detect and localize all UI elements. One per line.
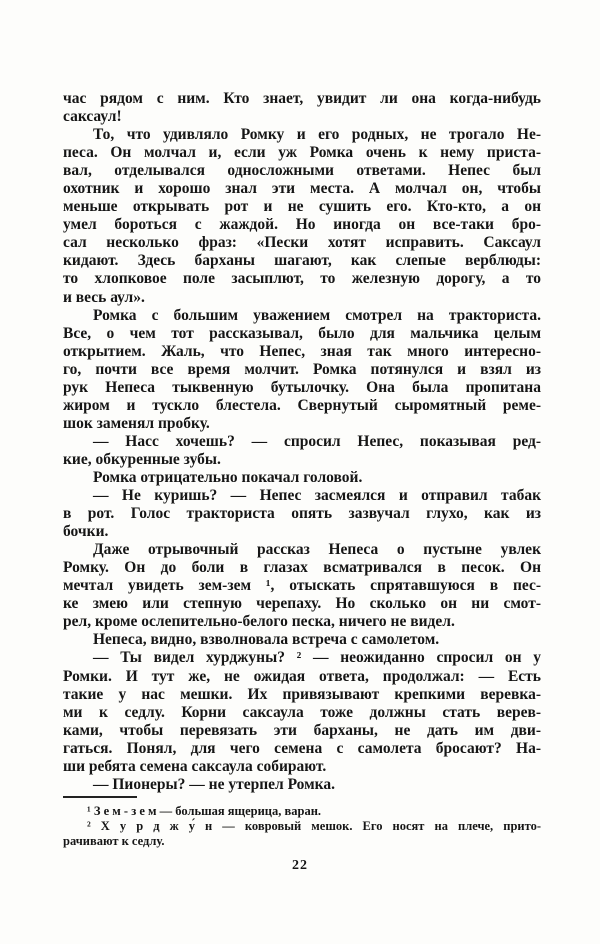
text-line: — Насс хочешь? — спросил Непес, показывая ред- <box>93 432 541 450</box>
footnote <box>63 804 541 819</box>
paragraph <box>63 649 541 775</box>
text-line: гаться. Понял, для чего семена с самолета бросают? На- <box>63 739 541 757</box>
text-line: — Пионеры? — не утерпел Ромка. <box>93 775 335 793</box>
text-line: ке змею или степную черепаху. Но сколько он ни смот- <box>63 595 541 613</box>
text-line: Ромка отрицательно покачал головой. <box>93 468 363 486</box>
paragraph <box>63 90 541 126</box>
text-line: рук Непеса тыквенную бутылочку. Она была пропитана <box>63 378 541 396</box>
page-number: 22 <box>292 858 308 873</box>
footnote-rule <box>63 796 137 798</box>
text-line: кие, обкуренные зубы. <box>63 450 221 468</box>
text-line: умел бороться с жаждой. Но иногда он все-таки бро- <box>63 216 541 234</box>
text-line: ками, чтобы перевязать эти барханы, не дать им дви- <box>63 721 541 739</box>
text-line: ¹ З е м - з е м — большая ящерица, варан. <box>87 804 322 818</box>
footnote-list <box>63 804 541 848</box>
text-line: Ромка с большим уважением смотрел на тракториста. <box>93 306 541 324</box>
text-line: шок заменял пробку. <box>63 414 210 432</box>
text-line: мечтал увидеть зем-зем ¹, отыскать спрятавшуюся в пес- <box>63 577 541 595</box>
footnote <box>63 819 541 849</box>
text-line: охотник и хорошо знал эти места. А молчал он, чтобы <box>63 180 541 198</box>
text-line: ши ребята семена саксаула собирают. <box>63 757 327 775</box>
text-line: ² Х у р д ж у́ н — ковровый мешок. Его носят на плече, прито- <box>87 818 541 833</box>
text-line: открытием. Жаль, что Непес, зная так много интересно- <box>63 342 541 360</box>
text-line: Даже отрывочный рассказ Непеса о пустыне увлек <box>93 541 541 559</box>
text-line: ми к седлу. Корни саксаула тоже должны стать верев- <box>63 703 541 721</box>
text-line: то хлопковое поле засыплют, то железную дорогу, а то <box>63 270 541 288</box>
text-line: — Не куришь? — Непес засмеялся и отправил табак <box>93 487 541 505</box>
paragraph <box>63 631 541 649</box>
paragraph <box>63 126 541 306</box>
text-line: бочки. <box>63 523 109 541</box>
text-line: жиром и тускло блестела. Свернутый сыромятный реме- <box>63 396 541 414</box>
page-text <box>63 90 541 794</box>
paragraph <box>63 487 541 541</box>
text-line: саксаул! <box>63 108 122 126</box>
text-line: — Ты видел хурджуны? ² — неожиданно спросил он у <box>93 649 541 667</box>
paragraph <box>63 541 541 631</box>
text-line: час рядом с ним. Кто знает, увидит ли она когда-нибудь <box>63 90 541 107</box>
text-line: Непеса, видно, взволновала встреча с самолетом. <box>93 631 440 649</box>
text-line: сал несколько фраз: «Пески хотят исправить. Саксаул <box>63 234 541 252</box>
paragraph <box>63 469 541 487</box>
text-line: такие у нас мешки. Их привязывают крепкими веревка- <box>63 685 541 703</box>
text-line: песа. Он молчал и, если уж Ромка очень к нему приста- <box>63 144 541 162</box>
text-line: и весь аул». <box>63 288 145 306</box>
text-line: го, почти все время молчит. Ромка потянулся и взял из <box>63 360 541 378</box>
text-line: вал, отделывался односложными ответами. Непес был <box>63 162 541 180</box>
text-line: Ромку. Он до боли в глазах всматривался в песок. Он <box>63 559 541 577</box>
footnote-section <box>63 796 541 848</box>
text-line: Все, о чем тот рассказывал, было для мальчика целым <box>63 324 541 342</box>
text-line: рачивают к седлу. <box>63 833 165 848</box>
text-line: То, что удивляло Ромку и его родных, не трогало Не- <box>93 126 541 144</box>
text-line: рел, кроме ослепительно-белого песка, ничего не видел. <box>63 613 455 631</box>
text-line: меньше открывать рот и не сушить его. Кто-кто, а он <box>63 198 541 216</box>
paragraph <box>63 776 541 794</box>
paragraph <box>63 307 541 433</box>
text-line: кидают. Здесь барханы шагают, как слепые верблюды: <box>63 252 541 270</box>
text-line: в рот. Голос тракториста опять зазвучал глухо, как из <box>63 505 541 523</box>
paragraph <box>63 433 541 469</box>
text-line: Ромки. И тут же, не ожидая ответа, продолжал: — Есть <box>63 667 541 685</box>
